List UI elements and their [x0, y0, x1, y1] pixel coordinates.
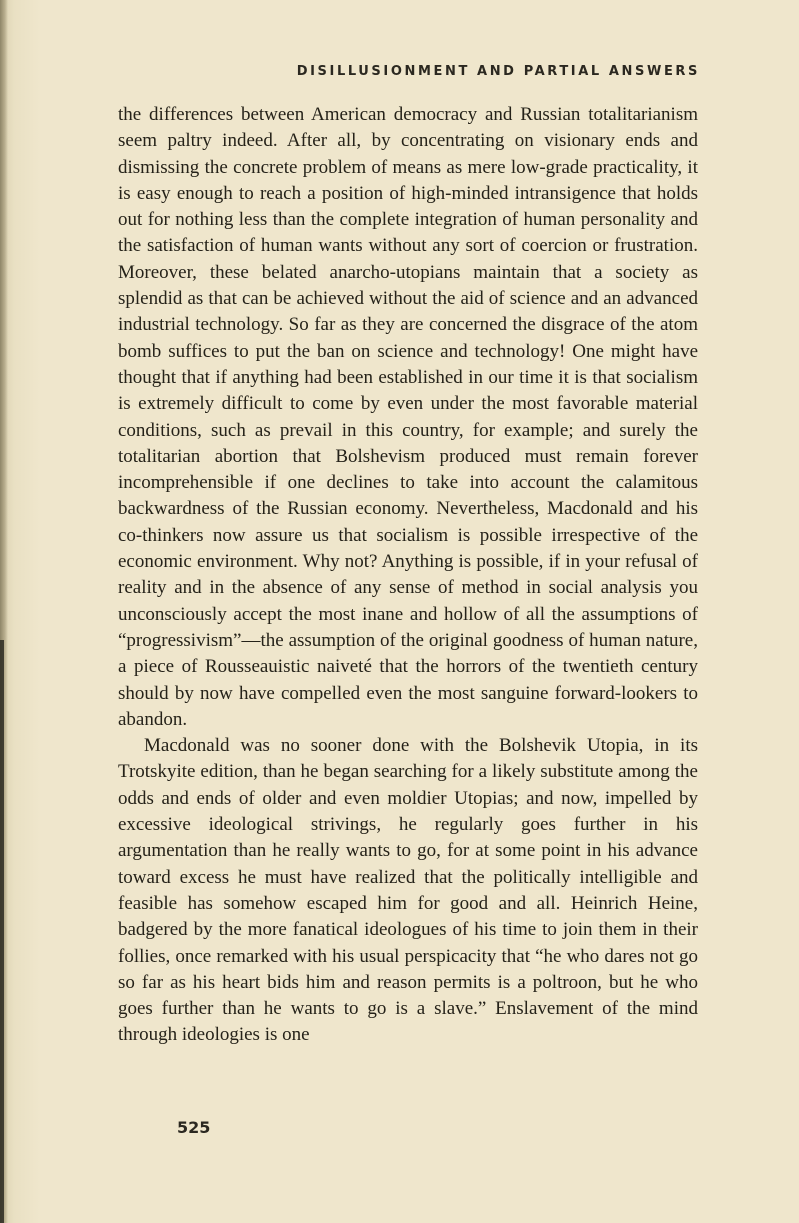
paragraph-macdonald: Macdonald was no sooner done with the Bolshevik Utopia, in its Trotskyite edition, than he began searching for a likely substitute among the odds and ends of older and even moldier Utopias; and now, impelled by excessive ideological strivings, he regularly goes further in his argumentation than he really wants to go, for at some point in his advance toward excess he must have realized that the politically intelligible and feasible has somehow escaped him for good and all. Heinrich Heine, badgered by the more fanatical ideologues of his time to join them in their follies, once remarked with his usual perspicacity that “he who dares not go so far as his heart bids him and reason permits is a poltroon, but he who goes further than he wants to go is a slave.” Enslavement of the mind through ideologies is one [118, 735, 698, 1046]
page-number: 525 [177, 1118, 211, 1137]
paragraph-continued: the differences between American democracy and Russian totalitarianism seem paltry indeed. After all, by concentrating on visionary ends and dismissing the concrete problem of means as mere low-grade practicality, it is easy enough to reach a position of high-minded intransigence that holds out for nothing less than the complete integration of human personality and the satisfaction of human wants without any sort of coercion or frustration. Moreover, these belated anarcho-utopians maintain that a society as splendid as that can be achieved without the aid of science and an advanced industrial technology. So far as they are concerned the disgrace of the atom bomb suffices to put the ban on science and technology! One might have thought that if anything had been established in our time it is that socialism is extremely difficult to come by even under the most favorable material conditions, such as prevail in this country, for example; and surely the totalitarian abortion that Bolshevism produced must remain forever incomprehensible if one declines to take into account the calamitous backwardness of the Russian economy. Nevertheless, Macdonald and his co-thinkers now assure us that socialism is possible irrespective of the economic environment. Why not? Anything is possible, if in your refusal of reality and in the absence of any sense of method in social analysis you unconsciously accept the most inane and hollow of all the assumptions of “progressivism”—the assumption of the original goodness of human nature, a piece of Rousseauistic naiveté that the horrors of the twentieth century should by now have compelled even the most sanguine forward-lookers to abandon. [118, 104, 698, 730]
running-header: DISILLUSIONMENT AND PARTIAL ANSWERS [296, 64, 700, 79]
body-text [118, 102, 698, 1049]
book-binding-edge [0, 640, 4, 1223]
